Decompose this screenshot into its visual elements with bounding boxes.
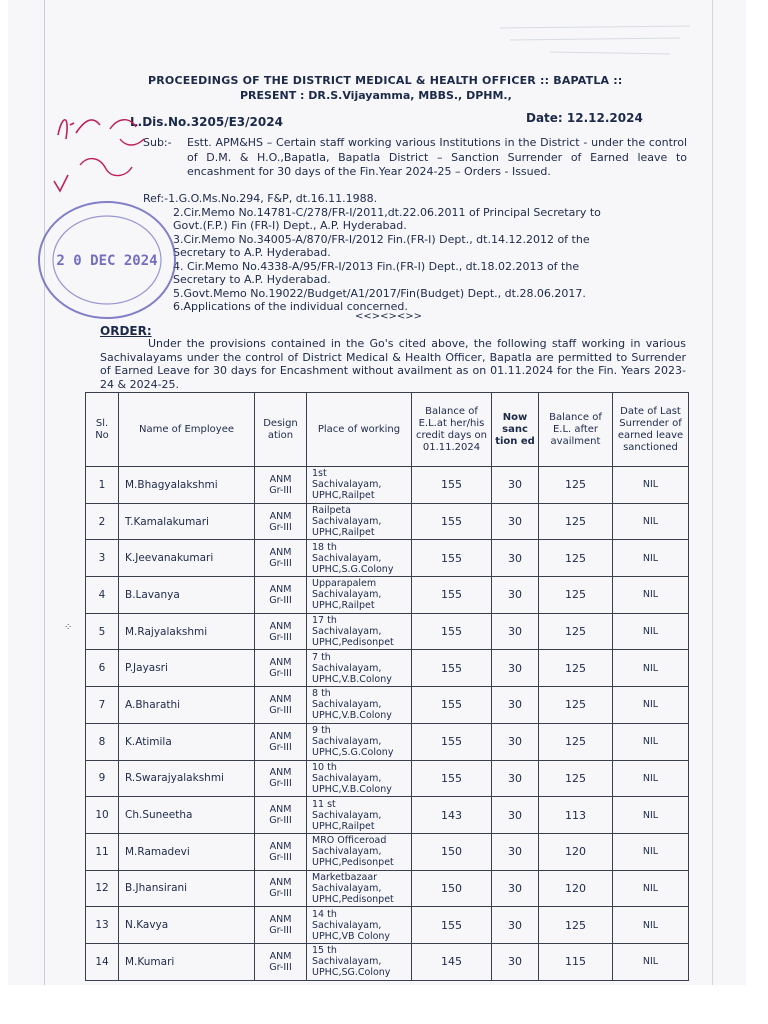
designation-line: ANM [269,840,292,852]
place-line: UPHC,Pedisonpet [312,637,394,649]
place-line: Sachivalayam, [312,919,382,931]
cell-balance-el: 155 [412,650,492,687]
place-line: UPHC,Railpet [312,600,375,612]
place-line: UPHC,Pedisonpet [312,893,394,905]
page-bottom-margin [0,985,768,1024]
cell-place-of-working [307,540,412,577]
table-row [86,797,689,834]
cell-now-sanctioned: 30 [492,723,539,760]
cell-sl-no: 3 [86,540,119,577]
designation-line: ANM [269,877,292,889]
designation-line: Gr-III [269,704,292,716]
reference-line: 3.Cir.Memo No.34005-A/870/FR-I/2012 Fin.(FR-I) Dept., dt.14.12.2012 of the [173,232,590,246]
cell-place-of-working [307,650,412,687]
reference-line: Govt.(F.P.) Fin (FR-I) Dept., A.P. Hyderabad. [173,219,407,232]
cell-balance-el: 155 [412,760,492,797]
cell-now-sanctioned: 30 [492,503,539,540]
cell-sl-no: 1 [86,467,119,504]
reference-line: 2.Cir.Memo No.14781-C/278/FR-I/2011,dt.22.06.2011 of Principal Secretary to [173,205,601,219]
cell-balance-after: 125 [539,613,613,650]
place-line: Marketbazaar [312,871,378,883]
cell-place-of-working [307,613,412,650]
place-line: Sachivalayam, [312,846,382,858]
place-line: Railpeta [312,505,351,517]
place-line: 9 th [312,725,331,737]
designation-line: Gr-III [269,484,292,496]
cell-balance-el: 155 [412,687,492,724]
place-line: Sachivalayam, [312,662,382,674]
cell-place-of-working [307,870,412,907]
place-line: Sachivalayam, [312,809,382,821]
table-row [86,577,689,614]
place-line: 17 th [312,615,337,627]
designation-line: Gr-III [269,558,292,570]
place-line: 18 th [312,541,337,553]
cell-sl-no: 7 [86,687,119,724]
cell-now-sanctioned: 30 [492,760,539,797]
cell-sl-no: 8 [86,723,119,760]
cell-balance-el: 155 [412,723,492,760]
cell-employee-name: M.Rajyalakshmi [119,613,255,650]
cell-designation [255,613,307,650]
designation-line: ANM [269,510,292,522]
cell-balance-after: 120 [539,870,613,907]
designation-line: ANM [269,950,292,962]
cell-sl-no: 5 [86,613,119,650]
place-line: UPHC,Railpet [312,527,375,539]
cell-place-of-working [307,760,412,797]
cell-designation [255,943,307,980]
proceedings-heading: PROCEEDINGS OF THE DISTRICT MEDICAL & HEALTH OFFICER :: BAPATLA :: [148,74,623,87]
cell-now-sanctioned: 30 [492,650,539,687]
bleed-through-marks [490,8,710,68]
col-header-place: Place of working [307,393,412,467]
cell-balance-after: 115 [539,943,613,980]
designation-line: Gr-III [269,961,292,973]
place-line: Sachivalayam, [312,882,382,894]
designation-line: ANM [269,914,292,926]
place-line: Sachivalayam, [312,552,382,564]
cell-balance-el: 155 [412,577,492,614]
cell-place-of-working [307,503,412,540]
cell-employee-name: K.Jeevanakumari [119,540,255,577]
cell-balance-el: 150 [412,870,492,907]
cell-now-sanctioned: 30 [492,687,539,724]
cell-designation [255,467,307,504]
place-line: 11 st [312,798,336,810]
cell-last-surrender: NIL [613,503,689,540]
table-row [86,540,689,577]
reference-line: 5.Govt.Memo No.19022/Budget/A1/2017/Fin(Budget) Dept., dt.28.06.2017. [173,286,586,300]
cell-balance-after: 120 [539,833,613,870]
cell-balance-el: 145 [412,943,492,980]
table-row [86,907,689,944]
place-line: UPHC,SG.Colony [312,967,391,979]
cell-now-sanctioned: 30 [492,797,539,834]
cell-employee-name: T.Kamalakumari [119,503,255,540]
designation-line: Gr-III [269,925,292,937]
place-line: Upparapalem [312,578,377,590]
place-line: UPHC,Pedisonpet [312,857,394,869]
handwritten-signature [40,95,170,205]
place-line: 10 th [312,761,337,773]
cell-last-surrender: NIL [613,540,689,577]
reference-line: Secretary to A.P. Hyderabad. [173,246,331,259]
place-line: Sachivalayam, [312,589,382,601]
cell-balance-after: 125 [539,760,613,797]
cell-balance-after: 125 [539,723,613,760]
order-text: Under the provisions contained in the Go's cited above, the following staff working in various Sachivalayams under the control of District Medical & Health Officer, Bapatla are permitted to Surrender of Earned Leave for 30 days for Encashment without availment as on 01.11.2024 for the Fin. Years 2023-24 & 2024-25. [100,337,686,391]
present-label: PRESENT : [240,89,305,102]
place-line: UPHC,Railpet [312,490,375,502]
subject-text: Estt. APM&HS – Certain staff working various Institutions in the District - under the control of D.M. & H.O.,Bapatla, Bapatla District – Sanction Surrender of Earned leave to encashment for 30 days of the Fin.Year 2024-25 – Orders - Issued. [187,136,687,178]
cell-balance-after: 113 [539,797,613,834]
place-line: Sachivalayam, [312,736,382,748]
cell-now-sanctioned: 30 [492,540,539,577]
table-row [86,943,689,980]
employee-table [85,392,689,981]
margin-line-right [712,0,713,985]
references-block [143,192,703,314]
cell-balance-after: 125 [539,907,613,944]
cell-sl-no: 2 [86,503,119,540]
cell-place-of-working [307,467,412,504]
place-line: 15 th [312,945,337,957]
order-date: Date: 12.12.2024 [526,111,643,125]
cell-employee-name: M.Kumari [119,943,255,980]
reference-line: 6.Applications of the individual concerned. [173,300,408,313]
designation-line: Gr-III [269,778,292,790]
cell-now-sanctioned: 30 [492,613,539,650]
officer-name: DR.S.Vijayamma, MBBS., DPHM., [308,89,512,102]
cell-now-sanctioned: 30 [492,943,539,980]
cell-sl-no: 10 [86,797,119,834]
cell-now-sanctioned: 30 [492,870,539,907]
designation-line: Gr-III [269,741,292,753]
cell-designation [255,650,307,687]
cell-employee-name: N.Kavya [119,907,255,944]
designation-line: ANM [269,620,292,632]
designation-line: Gr-III [269,521,292,533]
cell-now-sanctioned: 30 [492,907,539,944]
place-line: UPHC,V.B.Colony [312,673,392,685]
cell-designation [255,797,307,834]
cell-place-of-working [307,833,412,870]
cell-balance-el: 155 [412,540,492,577]
cell-designation [255,723,307,760]
cell-designation [255,760,307,797]
reference-line: Ref:-1.G.O.Ms.No.294, F&P, dt.16.11.1988. [143,192,378,205]
cell-last-surrender: NIL [613,613,689,650]
cell-employee-name: M.Ramadevi [119,833,255,870]
place-line: Sachivalayam, [312,772,382,784]
place-line: Sachivalayam, [312,516,382,528]
table-row [86,613,689,650]
place-line: Sachivalayam, [312,626,382,638]
col-header-balance: Balance of E.L.at her/his credit days on 01.11.2024 [412,393,492,467]
row-marker: ⁘ [64,622,73,633]
cell-designation [255,503,307,540]
col-header-balance-after: Balance of E.L. after availment [539,393,613,467]
cell-employee-name: B.Jhansirani [119,870,255,907]
designation-line: ANM [269,730,292,742]
reference-number: L.Dis.No.3205/E3/2024 [130,115,283,129]
cell-balance-el: 155 [412,503,492,540]
place-line: Sachivalayam, [312,956,382,968]
cell-last-surrender: NIL [613,870,689,907]
cell-place-of-working [307,577,412,614]
cell-now-sanctioned: 30 [492,833,539,870]
cell-designation [255,833,307,870]
table-row [86,833,689,870]
designation-line: Gr-III [269,851,292,863]
cell-place-of-working [307,943,412,980]
designation-line: ANM [269,804,292,816]
cell-balance-el: 155 [412,613,492,650]
cell-sl-no: 9 [86,760,119,797]
cell-last-surrender: NIL [613,467,689,504]
cell-balance-el: 155 [412,907,492,944]
place-line: UPHC,VB Colony [312,930,391,942]
cell-last-surrender: NIL [613,833,689,870]
designation-line: Gr-III [269,888,292,900]
cell-designation [255,540,307,577]
table-row [86,760,689,797]
col-header-now-sanctioned: Now sanc tion ed [492,393,539,467]
cell-sl-no: 4 [86,577,119,614]
place-line: UPHC,Railpet [312,820,375,832]
cell-employee-name: A.Bharathi [119,687,255,724]
cell-balance-el: 155 [412,467,492,504]
designation-line: ANM [269,547,292,559]
col-header-sl: Sl. No [86,393,119,467]
designation-line: Gr-III [269,631,292,643]
cell-sl-no: 6 [86,650,119,687]
cell-balance-after: 125 [539,467,613,504]
designation-line: ANM [269,473,292,485]
table-row [86,503,689,540]
stamp-date: 2 0 DEC 2024 [56,253,158,269]
cell-place-of-working [307,723,412,760]
cell-balance-after: 125 [539,503,613,540]
cell-last-surrender: NIL [613,723,689,760]
cell-balance-el: 150 [412,833,492,870]
cell-place-of-working [307,797,412,834]
cell-employee-name: M.Bhagyalakshmi [119,467,255,504]
col-header-name: Name of Employee [119,393,255,467]
cell-sl-no: 14 [86,943,119,980]
cell-employee-name: B.Lavanya [119,577,255,614]
order-heading: ORDER: [100,324,152,338]
cell-employee-name: P.Jayasri [119,650,255,687]
present-line [240,89,512,102]
cell-balance-after: 125 [539,577,613,614]
cell-balance-after: 125 [539,687,613,724]
cell-sl-no: 13 [86,907,119,944]
cell-designation [255,870,307,907]
place-line: 14 th [312,908,337,920]
designation-line: Gr-III [269,594,292,606]
cell-last-surrender: NIL [613,760,689,797]
subject-label: Sub:- [143,136,172,149]
cell-now-sanctioned: 30 [492,577,539,614]
cell-sl-no: 12 [86,870,119,907]
cell-designation [255,907,307,944]
cell-designation [255,687,307,724]
separator-mark: <<><><>> [355,311,423,322]
place-line: 1st [312,468,327,480]
col-header-designation: Design ation [255,393,307,467]
col-header-last-surrender: Date of Last Surrender of earned leave sanctioned [613,393,689,467]
cell-place-of-working [307,907,412,944]
cell-balance-after: 125 [539,650,613,687]
cell-employee-name: R.Swarajyalakshmi [119,760,255,797]
table-row [86,723,689,760]
table-header-row [86,393,689,467]
place-line: 8 th [312,688,331,700]
designation-line: Gr-III [269,815,292,827]
cell-balance-el: 143 [412,797,492,834]
cell-employee-name: Ch.Suneetha [119,797,255,834]
designation-line: ANM [269,767,292,779]
cell-last-surrender: NIL [613,943,689,980]
cell-place-of-working [307,687,412,724]
place-line: UPHC,S.G.Colony [312,747,394,759]
reference-line: 4. Cir.Memo No.4338-A/95/FR-I/2013 Fin.(FR-I) Dept., dt.18.02.2013 of the [173,259,580,273]
place-line: UPHC,V.B.Colony [312,783,392,795]
cell-sl-no: 11 [86,833,119,870]
cell-last-surrender: NIL [613,687,689,724]
place-line: UPHC,S.G.Colony [312,563,394,575]
cell-last-surrender: NIL [613,907,689,944]
table-row [86,870,689,907]
cell-last-surrender: NIL [613,650,689,687]
place-line: Sachivalayam, [312,699,382,711]
place-line: UPHC,V.B.Colony [312,710,392,722]
place-line: MRO Officeroad [312,835,387,847]
cell-balance-after: 125 [539,540,613,577]
cell-last-surrender: NIL [613,577,689,614]
office-stamp [32,195,182,325]
designation-line: ANM [269,657,292,669]
reference-line: Secretary to A.P. Hyderabad. [173,273,331,286]
designation-line: Gr-III [269,668,292,680]
cell-designation [255,577,307,614]
cell-last-surrender: NIL [613,797,689,834]
place-line: Sachivalayam, [312,479,382,491]
table-row [86,467,689,504]
place-line: 7 th [312,651,331,663]
cell-now-sanctioned: 30 [492,467,539,504]
designation-line: ANM [269,583,292,595]
designation-line: ANM [269,693,292,705]
table-row [86,687,689,724]
table-row [86,650,689,687]
cell-employee-name: K.Atimila [119,723,255,760]
